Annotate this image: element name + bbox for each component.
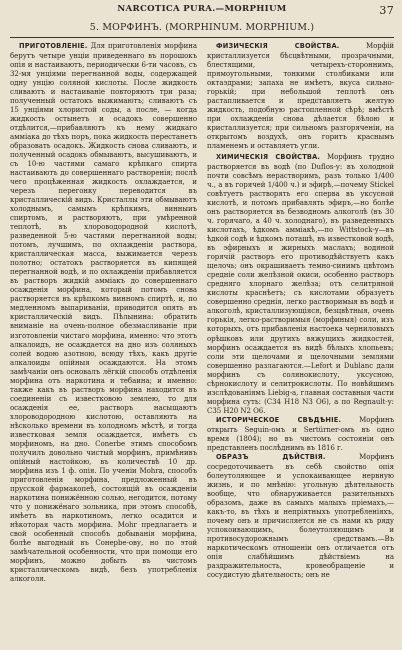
historical-heading: ИСТОРИЧЕСКОЕ СВѢДѢНІЕ. (216, 415, 342, 424)
chemical-heading: ХИМИЧЕСКІЯ СВОЙСТВА. (216, 153, 321, 162)
action-paragraph (207, 452, 394, 579)
title-rule (10, 37, 394, 38)
left-column (10, 41, 197, 583)
running-title: NARCOTICA PURA.—MORPHIUM (117, 4, 287, 14)
action-heading: ОБРАЗЪ ДѢЙСТВІЯ. (216, 452, 326, 461)
historical-text: Морфинъ открытъ Seguin-омъ и Sertürner-омъ въ одно время (1804); но въ чистомъ состояніи онъ представленъ послѣднимъ въ 1816 г. (207, 414, 394, 452)
chemical-text: Морфинъ трудно растворяется въ водѣ (по Duflos-у: въ холодной почти совсѣмъ нерастворимъ, разъ только 1/400 ч., а въ горячей 1/400 ч.) и эфирѣ,—почему Stickel совѣтуетъ растворять его сперва въ уксусной кислотѣ, и потомъ прибавлять эфиръ,—но болѣе онъ растворяется въ безводномъ алкоголѣ (въ 30 ч. горячаго, а 40 ч. холоднаго), въ разведенныхъ кислотахъ, ѣдкомъ амміакѣ,—по Wittstock-у—въ ѣдкой содѣ и ѣдкомъ поташѣ, въ известковой водѣ, въ эфирныхъ и жирныхъ маслахъ; водяной горячій растворъ его противодѣйствуетъ какъ щелочь; онъ окрашиваетъ темно-синимъ цвѣтомъ средніе соли желѣзной окиси, особенно растворъ средняго хлорнаго желѣза; отъ селитряной кислоты краснѣетъ; съ кислотами образуетъ совершенно среднія, легко растворимыя въ водѣ и алкоголѣ, кристаллизующіяся, безцвѣтныя, очень горькія, легко-растворимыя (морфиныя) соли, изъ которыхъ, отъ прибавленія настоека черниловыхъ орѣшковъ или другихъ вяжущихъ жидкостей, морфинъ осаждается въ видѣ бѣлыхъ хлопьевъ; соли эти щелочами и щелочными землями совершенно разлагаются.—Lefort и Dublanc дали морфинъ съ солянокислоту, уксусною, сѣрнокислоту и селитрокислоты. По новѣйшимъ изслѣдованіямъ Liebig-а, главная составныя части морфина суть: (C34 H18 N3 O6), а по Regnault-у: C35 H20 N2 O6. (207, 152, 394, 415)
section-title: 5. МОРФИНЪ. (MORPHINUM. MORPHIUM.) (89, 22, 315, 33)
chemical-paragraph (207, 152, 394, 414)
running-head (10, 4, 394, 18)
page-number: 37 (379, 4, 394, 17)
right-column (207, 41, 394, 583)
preparation-paragraph (10, 41, 197, 583)
preparation-text: Для приготовленія морфина берутъ четыре унціи приведеннаго въ порошокъ опія и настаиваютъ, периодически 6-ти часовъ, съ 32-мя унціями перегнанной воды, содержащей одну унцію соляной кислоты. После жидкость сливаютъ и настаиваніе повторяютъ три раза; полученный остатокъ выжимаютъ; сливаютъ съ 15 унціями хлористой соды, а после, — когда жидкость остынетъ и осадокъ совершенно отдѣлится,—прибавляютъ къ нему жидкаго амміака до тѣхъ поръ, пока жидкость перестанетъ образовать осадокъ. Жидкость снова сливаютъ, и полученный осадокъ обмываютъ, высушиваютъ, и съ 10-ю частями самаго крѣпкаго спирта настаиваютъ до совершеннаго растворенія; послѣ чего процѣженная жидкость охлаждается, и черезъ перегонку переводится въ кристаллическій видъ. Кристаллы эти обмываютъ холоднымъ, самымъ крѣпкимъ, винныиъ спиртомъ, и растворяютъ, при умѣренной теплотѣ, въ хлороводородной кислотѣ, разведенной 5-ю частями перегнанной воды; потомъ, лучшимъ, по охлажденіи раствора, кристаллическая масса, выжимается черезъ полотно; остатокъ растворяется въ кипящей перегнанной водѣ, и по охлажденіи прибавляется въ растворъ жидкій амміакъ до совершеннаго осажденія морфина, который потомъ снова растворяется въ крѣпкомъ винномъ спиртѣ, и, по медленномъ выпариваніи, приводится опять въ кристаллическій видъ. Пѣлынина: обратить вниманіе на очень-полное обезмасливаніе при изготовленіи чистаго морфина, именно: что этотъ алкалоидъ, не осаждается на дно изъ соляныхъ солей водою азотною, всюду тѣхъ, какъ другіе алкалоиды опійныя осаждаются. На этомъ замѣчаніи онъ основалъ лёгкій способъ отдѣленія морфина отъ наркотина и тебаина; и именно: также какъ въ растворъ морфина находится въ соединеніи съ известковою землею, то для осажденія ее, растворъ насыщаютъ хлороводородною кислотою, оставляютъ на нѣсколько времени въ холодномъ мѣстѣ, и тогда известковая земля осаждается, имѣетъ съ морфиномъ, на дно. Conerbe этимъ способомъ получилъ довольно чистый морфинъ, примѣнивъ опійный настойкою, въ количествѣ 10 др. морфина изъ 1 ф. опія. По ученіи Моhrа, способъ приготовленія морфина, предложенный въ прусской фармакопеѣ, состоящій въ осажденіи наркотина понижённою солью, негодится, потому что у понижёнаго зольника, при этомъ способѣ, имѣетъ въ наркотиномъ, легко осадится и нѣкоторая часть морфина. Моhr предлагаетъ и свой особенный способъ добыванія морфина, болѣе выгодный въ Сoнерbe-ову, но по этой замѣчательной особенности, что при помощи его морфинъ, можно добыть въ чистомъ кристаллическомъ видѣ, безъ употребленія алкоголя. (10, 41, 197, 583)
physical-paragraph (207, 41, 394, 150)
action-text: Морфинъ сосредоточиваетъ въ себѣ свойство опія болеутоляющее и успокаивающее нервную жизнь, и по мнѣнію: угольную дѣятельность вообще, что обнаруживается разительныхъ образомъ, даже въ самыхъ малыхъ пріемахъ,—какъ-то, въ тѣхъ и непріятныхъ употребленіяхъ, почему онъ и причисляется не съ нами къ ряду успокоивающимъ, болеутоляющимъ и противосудорожнымъ средствамъ.—Въ наркотическомъ отношеніи онъ отличается отъ опія слабѣйшимъ дѣйствіемъ на раздражительность, кровеобращеніе и сосудистую дѣятельность; онъ не (207, 451, 394, 579)
two-column-body (10, 41, 394, 583)
historical-paragraph (207, 415, 394, 452)
physical-heading: ФИЗИЧЕСКІЯ СВОЙСТВА. (216, 42, 340, 50)
preparation-heading: ПРИГОТОВЛЕНІЕ. (19, 42, 88, 50)
physical-text: Морфій кристаллизуется бѣсцвѣтными, прозрачными, блестящими, четырехъ-стороннимъ, прямоугольными, тонкими столбиками или октаэдрами; запаха не имѣетъ, вкуса сильно-горькій; при небольшой теплотѣ онъ растапливается и представляетъ желтую жидкость, подобную растопленной сѣрѣ; вмѣстѣ при охлажденіи снова дѣлается бѣлою и кристаллизуется; при сильномъ разгоряченіи, на открытомъ воздухѣ, онъ горитъ краснымъ пламенемъ и оставляетъ угли. (207, 41, 394, 151)
